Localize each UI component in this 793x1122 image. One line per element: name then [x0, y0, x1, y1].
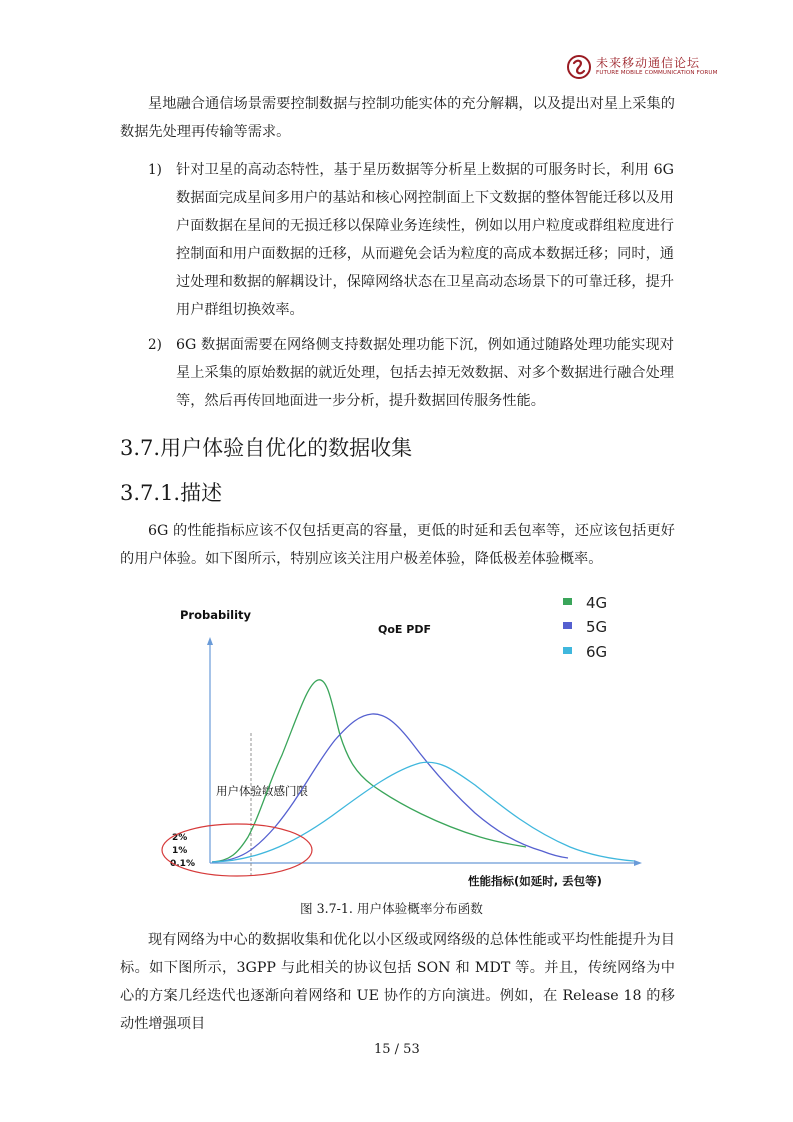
- figure-caption: 图 3.7-1. 用户体验概率分布函数: [300, 901, 483, 916]
- section-heading: 3.7.用户体验自优化的数据收集: [120, 436, 413, 460]
- description-paragraph: 6G 的性能指标应该不仅包括更高的容量，更低的时延和丢包率等，还应该包括更好的用户体验。如下图所示，特别应该关注用户极差体验，降低极差体验概率。: [120, 523, 675, 567]
- legend-swatch-4g: [563, 598, 572, 605]
- forum-logo-icon: [566, 54, 592, 80]
- legend-label-5g: 5G: [586, 618, 608, 636]
- chart-ylabel: Probability: [180, 608, 252, 622]
- forum-logo: [566, 54, 766, 82]
- logo-text-cn: 未来移动通信论坛: [596, 56, 701, 70]
- legend-swatch-5g: [563, 622, 572, 629]
- y-tick-1pct: 1%: [172, 846, 188, 856]
- y-tick-0-1pct: 0.1%: [170, 859, 195, 869]
- page-number: 15 / 53: [374, 1042, 420, 1057]
- y-axis-arrow: [207, 637, 213, 645]
- chart-xlabel: 性能指标(如延时, 丢包等): [468, 874, 602, 888]
- legend-label-4g: 4G: [586, 594, 608, 612]
- qoe-pdf-chart: [150, 585, 650, 895]
- list-item-2-text: 6G 数据面需要在网络侧支持数据处理功能下沉，例如通过随路处理功能实现对星上采集的原始数据的就近处理，包括去掉无效数据、对多个数据进行融合处理等，然后再传回地面进一步分析，提升数据回传服务性能。: [176, 337, 674, 409]
- list-item-2-number: 2): [148, 337, 162, 353]
- logo-text-en: FUTURE MOBILE COMMUNICATION FORUM: [596, 70, 718, 76]
- y-tick-2pct: 2%: [172, 833, 188, 843]
- network-data-paragraph: 现有网络为中心的数据收集和优化以小区级或网络级的总体性能或平均性能提升为目标。如下图所示，3GPP 与此相关的协议包括 SON 和 MDT 等。并且，传统网络为中心的方案几经迭代也逐渐向着网络和 UE 协作的方向演进。例如，在 Release 18 的移动性增强项目: [120, 932, 675, 1032]
- list-item-1-number: 1): [148, 162, 162, 178]
- chart-title: QoE PDF: [378, 623, 431, 636]
- threshold-label: 用户体验敏感门限: [216, 784, 308, 798]
- intro-paragraph: 星地融合通信场景需要控制数据与控制功能实体的充分解耦，以及提出对星上采集的数据先处理再传输等需求。: [120, 96, 675, 140]
- x-axis-arrow: [634, 860, 642, 866]
- series-4g-curve: [212, 680, 526, 862]
- list-item-1-text: 针对卫星的高动态特性，基于星历数据等分析星上数据的可服务时长，利用 6G 数据面完成星间多用户的基站和核心网控制面上下文数据的整体智能迁移以及用户面数据在星间的无损迁移以保障业务连续性，例如以用户粒度或群组粒度进行控制面和用户面数据的迁移，从而避免会话为粒度的高成本数据迁移；同时，通过处理和数据的解耦设计，保障网络状态在卫星高动态场景下的可靠迁移，提升用户群组切换效率。: [176, 162, 674, 318]
- legend-label-6g: 6G: [586, 643, 608, 661]
- legend-swatch-6g: [563, 647, 572, 654]
- series-6g-curve: [212, 762, 634, 862]
- subsection-heading: 3.7.1.描述: [120, 481, 223, 505]
